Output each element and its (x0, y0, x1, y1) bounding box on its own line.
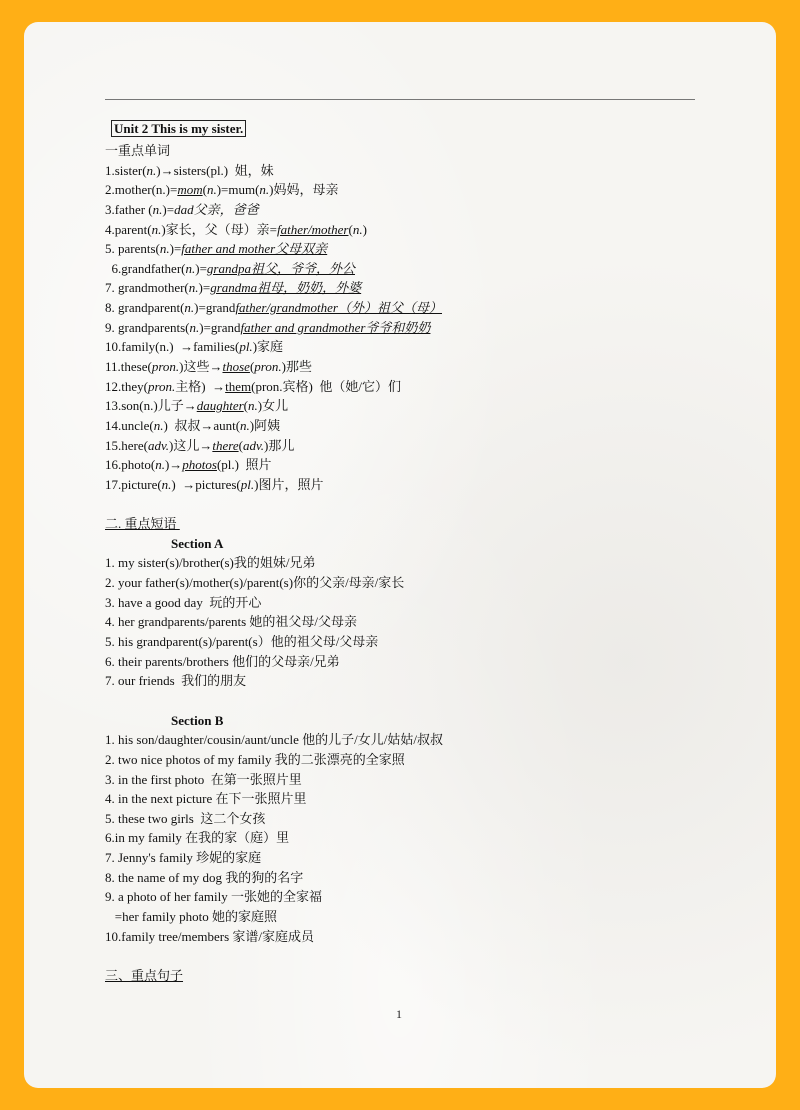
vocab-segment: )妈妈，母亲 (269, 182, 339, 198)
vocab-segment: )= (198, 280, 211, 296)
vocab-segment: )那些 (281, 359, 312, 375)
vocab-segment: 主格) → (175, 378, 226, 394)
vocab-segment: there (212, 437, 239, 453)
vocab-segment: )家长，父（母）亲= (161, 221, 277, 237)
vocab-segment: )=mum( (216, 182, 260, 198)
phrase-item-b: 8. the name of my dog 我的狗的名字 (105, 869, 304, 885)
phrase-item-b: 4. in the next picture 在下一张照片里 (105, 791, 307, 807)
phrase-item-b: 10.family tree/members 家谱/家庭成员 (105, 928, 315, 944)
vocab-segment: daughter (196, 398, 244, 414)
vocab-segment: 3.father ( (105, 201, 153, 217)
phrase-item-b: =her family photo 她的家庭照 (105, 908, 277, 924)
vocab-segment: 6.grandfather( (105, 260, 186, 276)
vocab-segment: )这儿→ (169, 437, 213, 453)
vocab-segment: n. (185, 260, 196, 276)
header-rule (105, 99, 695, 100)
vocab-segment: 11.these( (105, 359, 152, 375)
vocab-item (105, 220, 705, 240)
vocab-item (105, 337, 705, 357)
vocab-item (105, 475, 705, 495)
phrase-item-b: 5. these two girls 这二个女孩 (105, 810, 266, 826)
phrase-item-b: 2. two nice photos of my family 我的二张漂亮的全家照 (105, 751, 405, 767)
vocab-segment: )= (162, 201, 175, 217)
phrase-item-b: 1. his son/daughter/cousin/aunt/uncle 他的儿子/女儿/姑姑/叔叔 (105, 732, 443, 748)
vocab-segment: )=grand (194, 300, 236, 316)
vocab-segment: (pl.) 照片 (216, 457, 272, 473)
vocab-item (105, 239, 705, 259)
vocab-segment: adv. (147, 437, 170, 453)
vocab-segment: n. (152, 201, 163, 217)
vocab-segment: mom (177, 182, 203, 198)
vocab-segment: them (225, 378, 252, 394)
vocab-item (105, 455, 705, 475)
vocab-segment: n. (240, 417, 250, 433)
unit-title: Unit 2 This is my sister. (111, 120, 246, 137)
vocab-segment: pron. (254, 359, 282, 375)
vocab-segment: n. (159, 241, 170, 257)
vocab-item (105, 161, 705, 181)
vocab-segment: )→ (164, 457, 183, 473)
vocab-segment: ( (243, 398, 249, 414)
vocab-segment: n. (151, 221, 162, 237)
vocab-segment: ) 叔叔→aunt( (163, 417, 241, 433)
vocab-segment: 7. grandmother( (105, 280, 189, 296)
vocab-item (105, 278, 705, 298)
section-b-label: Section B (171, 712, 224, 728)
vocab-segment: pron. (147, 378, 176, 394)
vocab-item (105, 416, 705, 436)
vocab-item (105, 436, 705, 456)
vocab-segment: )那儿 (264, 437, 295, 453)
section-heading-sentences: 三、重点句子 (105, 967, 184, 983)
vocab-segment: )图片，照片 (254, 476, 324, 492)
vocab-segment: grandpa祖父，爷爷，外公 (206, 260, 355, 276)
vocab-item (105, 298, 705, 318)
vocab-segment: n. (206, 182, 217, 198)
vocab-segment: 10.family(n.) →families( (105, 339, 240, 355)
vocab-segment: ( (249, 359, 255, 375)
vocab-segment: n. (146, 162, 157, 178)
vocab-segment: 2.mother(n.)= (105, 182, 178, 198)
phrase-item-b: 9. a photo of her family 一张她的全家福 (105, 889, 322, 905)
vocab-item (105, 200, 705, 220)
vocab-segment: n. (161, 476, 172, 492)
phrase-item-a: 3. have a good day 玩的开心 (105, 594, 262, 610)
phrase-item-b: 3. in the first photo 在第一张照片里 (105, 771, 302, 787)
section-heading-phrases: 二. 重点短语 (105, 516, 180, 532)
vocab-segment: ( (348, 221, 353, 237)
vocab-segment: father and grandmother爷爷和奶奶 (240, 319, 431, 335)
vocab-segment: 8. grandparent( (105, 300, 185, 316)
vocab-segment: father/grandmother（外）祖父（母） (235, 300, 442, 316)
phrase-item-a: 5. his grandparent(s)/parent(s）他的祖父母/父母亲 (105, 634, 379, 650)
document-page (24, 22, 776, 1088)
vocab-item (105, 318, 705, 338)
vocab-segment: 14.uncle( (105, 417, 154, 433)
vocab-segment: )=grand (199, 319, 241, 335)
vocab-segment: pron. (151, 359, 180, 375)
vocab-segment: 16.photo( (105, 457, 156, 473)
section-heading-words: 一重点单词 (105, 143, 171, 158)
vocab-item (105, 180, 705, 200)
section-a-list (105, 553, 705, 690)
vocab-segment: 1.sister( (105, 162, 147, 178)
vocab-segment: dad父亲，爸爸 (174, 201, 259, 217)
vocab-item (105, 259, 705, 279)
vocab-segment: pl. (239, 339, 253, 355)
vocab-item (105, 357, 705, 377)
section-b-list (105, 730, 705, 946)
vocab-segment: n. (352, 221, 363, 237)
vocab-segment: n. (259, 182, 270, 198)
phrase-item-a: 6. their parents/brothers 他们的父母亲/兄弟 (105, 653, 340, 669)
phrase-item-a: 1. my sister(s)/brother(s)我的姐妹/兄弟 (105, 555, 316, 571)
vocab-segment: (pron.宾格) 他（她/它）们 (251, 378, 401, 394)
vocab-segment: ( (238, 437, 243, 453)
vocab-segment: grandma祖母，奶奶，外婆 (210, 280, 362, 296)
vocab-segment: )= (195, 260, 207, 276)
vocab-segment: ( (202, 182, 207, 198)
vocab-segment: )这些→ (179, 359, 223, 375)
vocab-segment: 17.picture( (105, 476, 162, 492)
vocab-segment: 5. parents( (105, 241, 160, 257)
vocab-list (105, 161, 705, 495)
vocab-segment: those (222, 359, 250, 375)
vocab-segment: pl. (240, 476, 255, 492)
section-a-label: Section A (171, 535, 224, 551)
phrase-item-b: 7. Jenny's family 珍妮的家庭 (105, 850, 262, 866)
phrase-item-b: 6.in my family 在我的家（庭）里 (105, 830, 290, 846)
vocab-item (105, 396, 705, 416)
vocab-segment: )女儿 (257, 398, 289, 414)
vocab-segment: n. (184, 300, 195, 316)
vocab-segment: 15.here( (105, 437, 148, 453)
vocab-segment: ) →pictures( (171, 476, 241, 492)
vocab-item (105, 377, 705, 397)
vocab-segment: )→sisters(pl.) 姐，妹 (156, 162, 274, 178)
phrase-item-a: 2. your father(s)/mother(s)/parent(s)你的父亲/母亲/家长 (105, 575, 405, 591)
vocab-segment: n. (153, 417, 164, 433)
vocab-segment: n. (189, 319, 200, 335)
vocab-segment: father and mother父母双亲 (181, 241, 328, 257)
vocab-segment: photos (182, 457, 217, 473)
phrase-item-a: 7. our friends 我们的朋友 (105, 673, 247, 689)
vocab-segment: 9. grandparents( (105, 319, 190, 335)
vocab-segment: 13.son(n.)儿子→ (105, 398, 197, 414)
page-number: 1 (396, 1007, 402, 1021)
document-content (105, 118, 705, 986)
vocab-segment: )= (169, 241, 182, 257)
phrase-item-a: 4. her grandparents/parents 她的祖父母/父母亲 (105, 614, 358, 630)
vocab-segment: 4.parent( (105, 221, 152, 237)
vocab-segment: n. (248, 398, 258, 414)
vocab-segment: ) (362, 221, 367, 237)
vocab-segment: father/mother (276, 221, 349, 237)
vocab-segment: n. (155, 457, 165, 473)
vocab-segment: adv. (242, 437, 264, 453)
vocab-segment: )阿姨 (249, 417, 281, 433)
vocab-segment: )家庭 (252, 339, 284, 355)
vocab-segment: n. (188, 280, 199, 296)
vocab-segment: 12.they( (105, 378, 148, 394)
